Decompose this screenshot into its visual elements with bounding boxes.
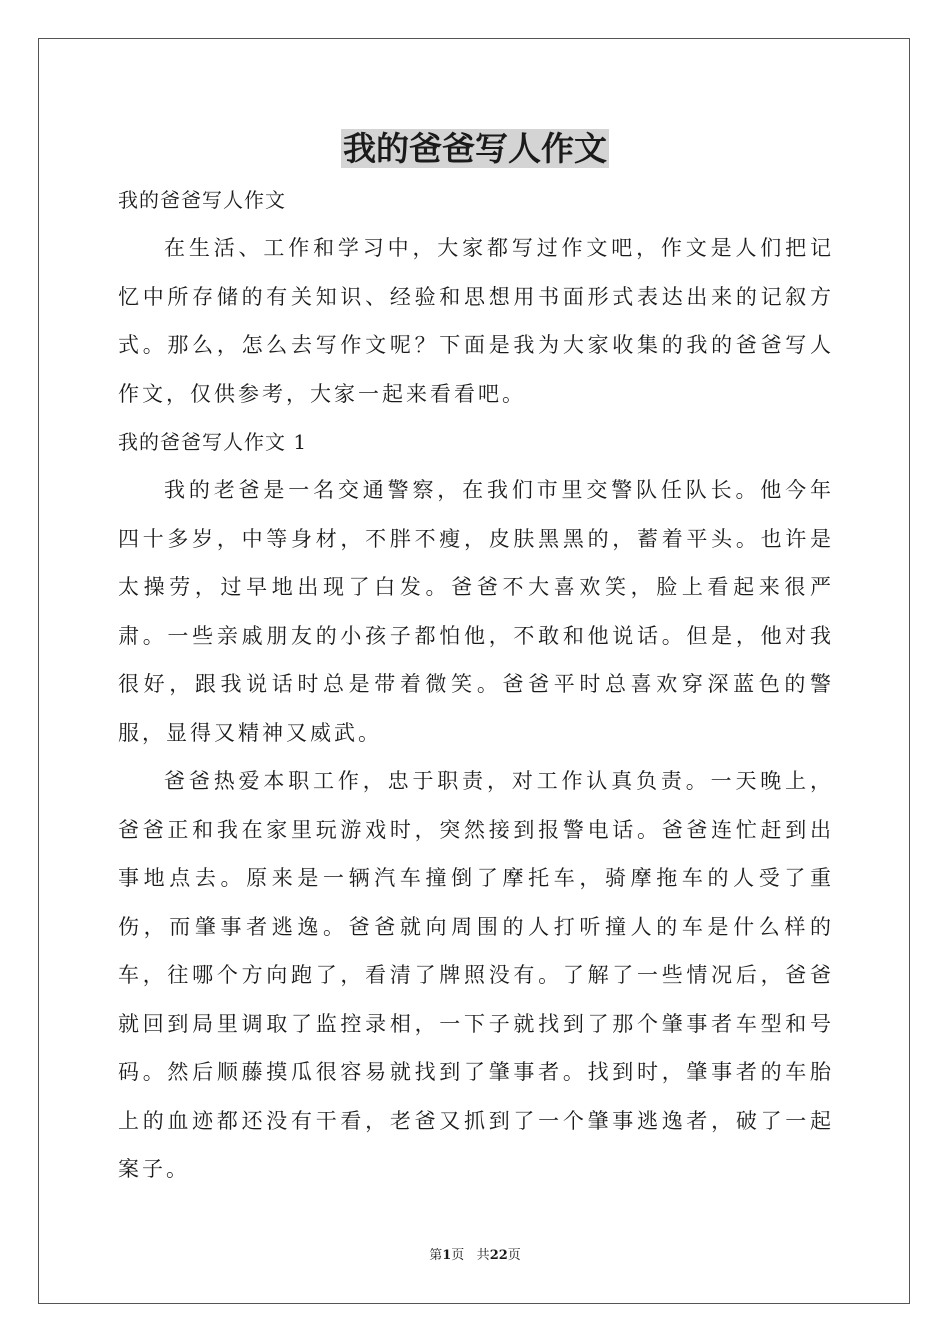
document-title — [0, 124, 950, 174]
document-subtitle: 我的爸爸写人作文 — [118, 188, 286, 212]
page-number: 1 — [442, 1248, 452, 1263]
document-title-text: 我的爸爸写人作文 — [343, 129, 607, 168]
total-pages: 22 — [489, 1248, 508, 1263]
page-prefix: 第 — [429, 1248, 443, 1263]
intro-paragraph: 在生活、工作和学习中，大家都写过作文吧，作文是人们把记忆中所存储的有关知识、经验和思想用书面形式表达出来的记叙方式。那么，怎么去写作文呢？下面是我为大家收集的我的爸爸写人作文，仅供参考，大家一起来看看吧。 — [118, 236, 834, 406]
total-prefix: 共 — [476, 1248, 490, 1263]
body-paragraph-2: 爸爸热爱本职工作，忠于职责，对工作认真负责。一天晚上，爸爸正和我在家里玩游戏时，突然接到报警电话。爸爸连忙赶到出事地点去。原来是一辆汽车撞倒了摩托车，骑摩拖车的人受了重伤，而肇事者逃逸。爸爸就向周围的人打听撞人的车是什么样的车，往哪个方向跑了，看清了牌照没有。了解了一些情况后，爸爸就回到局里调取了监控录相，一下子就找到了那个肇事者车型和号码。然后顺藤摸瓜很容易就找到了肇事者。找到时，肇事者的车胎上的血迹都还没有干看，老爸又抓到了一个肇事逃逸者，破了一起案子。 — [118, 769, 834, 1181]
page-footer — [0, 1246, 950, 1266]
section-heading: 我的爸爸写人作文 1 — [118, 430, 308, 454]
body-paragraph-1: 我的老爸是一名交通警察，在我们市里交警队任队长。他今年四十多岁，中等身材，不胖不瘦，皮肤黑黑的，蓄着平头。也许是太操劳，过早地出现了白发。爸爸不大喜欢笑，脸上看起来很严肃。一些亲戚朋友的小孩子都怕他，不敢和他说话。但是，他对我很好，跟我说话时总是带着微笑。爸爸平时总喜欢穿深蓝色的警服，显得又精神又威武。 — [118, 478, 834, 745]
total-suffix: 页 — [507, 1248, 521, 1263]
page-suffix: 页 — [451, 1248, 465, 1263]
document-body — [118, 176, 834, 1194]
